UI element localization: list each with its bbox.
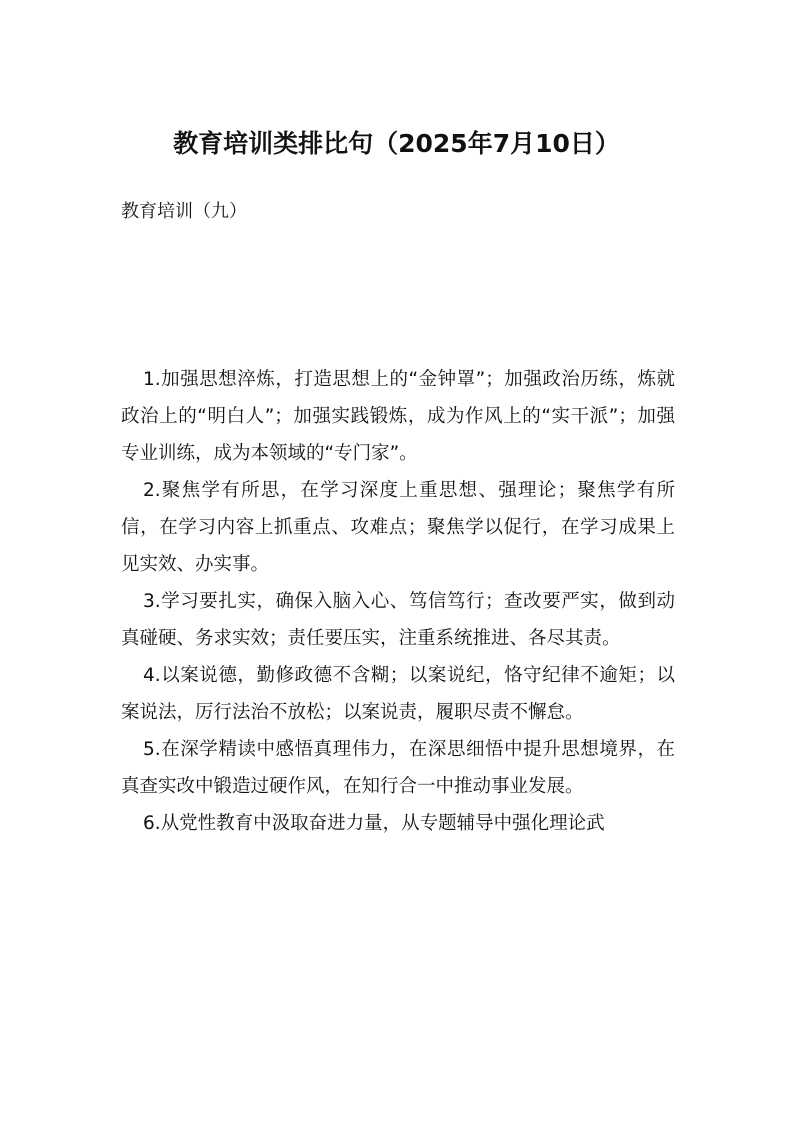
paragraph-4: 4.以案说德，勤修政德不含糊；以案说纪，恪守纪律不逾矩；以案说法，厉行法治不放松；以案说责，履职尽责不懈怠。 — [121, 665, 675, 723]
paragraph-3: 3.学习要扎实，确保入脑入心、笃信笃行；查改要严实，做到动真碰硬、务求实效；责任要压实，注重系统推进、各尽其责。 — [121, 591, 675, 649]
paragraph-1: 1.加强思想淬炼，打造思想上的“金钟罩”；加强政治历练，炼就政治上的“明白人”；加强实践锻炼，成为作风上的“实干派”；加强专业训练，成为本领域的“专门家”。 — [121, 369, 675, 464]
document-body — [121, 361, 675, 842]
document-title: 教育培训类排比句（2025年7月10日） — [173, 129, 620, 158]
paragraph-2: 2.聚焦学有所思，在学习深度上重思想、强理论；聚焦学有所信，在学习内容上抓重点、攻难点；聚焦学以促行，在学习成果上见实效、办实事。 — [121, 480, 675, 575]
document-subtitle: 教育培训（九） — [121, 201, 247, 222]
paragraph-6: 6.从党性教育中汲取奋进力量，从专题辅导中强化理论武 — [143, 813, 605, 834]
paragraph-5: 5.在深学精读中感悟真理伟力，在深思细悟中提升思想境界，在真查实改中锻造过硬作风，在知行合一中推动事业发展。 — [121, 739, 675, 797]
